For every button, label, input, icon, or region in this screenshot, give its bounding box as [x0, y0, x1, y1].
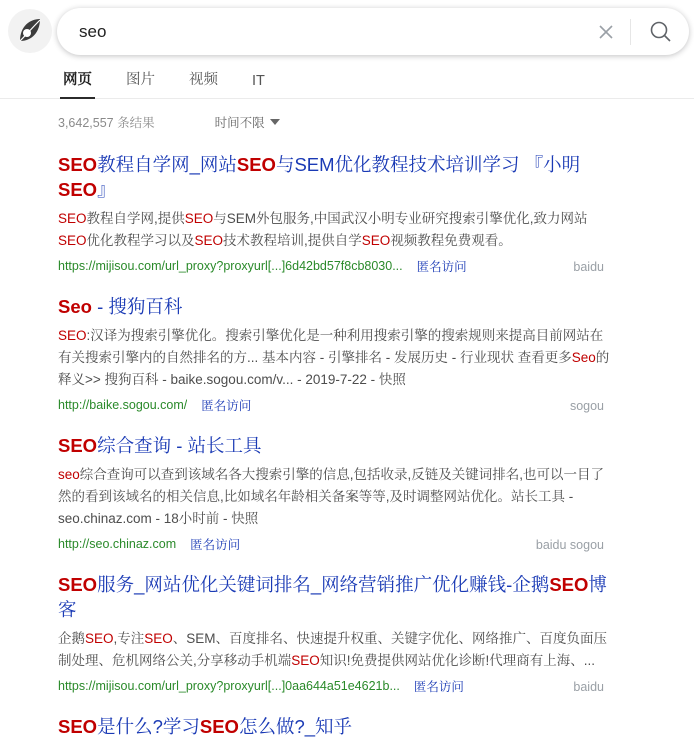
- results-meta: [0, 99, 694, 137]
- result-source: baidu sogou: [535, 538, 604, 552]
- chevron-down-icon: [270, 119, 280, 125]
- result-url[interactable]: https://mijisou.com/url_proxy?proxyurl[...]6d42bd57f8cb8030...: [58, 259, 403, 273]
- tab-it[interactable]: IT: [252, 73, 265, 89]
- result-url[interactable]: http://baike.sogou.com/: [58, 398, 188, 412]
- result-snippet: seo综合查询可以查到该域名各大搜索引擎的信息,包括收录,反链及关键词排名,也可以一目了然的看到该域名的相关信息,比如域名年龄相关备案等等,及时调整网站优化。站长工具 - seo.chinaz.com - 18小时前 - 快照: [58, 467, 605, 526]
- result-source: baidu: [573, 680, 604, 694]
- search-icon: [648, 19, 674, 45]
- result-item: [0, 143, 694, 285]
- result-source: sogou: [569, 399, 604, 413]
- anonymous-visit-link[interactable]: 匿名访问: [201, 399, 252, 413]
- result-item: [0, 563, 694, 705]
- anonymous-visit-link[interactable]: 匿名访问: [413, 680, 464, 694]
- tab-images[interactable]: 图片: [126, 72, 155, 88]
- search-input[interactable]: [57, 22, 584, 42]
- site-logo[interactable]: [8, 9, 52, 53]
- result-snippet: 企鹅SEO,专注SEO、SEM、百度排名、快速提升权重、关键字优化、网络推广、百度负面压制处理、危机网络公关,分享移动手机端SEO知识!免费提供网站优化诊断!代理商有上海、...: [58, 631, 608, 668]
- page-header: [0, 0, 694, 62]
- search-bar[interactable]: [57, 8, 689, 55]
- clear-search-button[interactable]: [584, 10, 628, 54]
- results-list: [0, 137, 694, 755]
- results-count: 3,642,557 条结果: [58, 116, 155, 130]
- result-item: [0, 424, 694, 563]
- result-title[interactable]: SEO服务_网站优化关键词排名_网络营销推广优化赚钱-企鹅SEO博客: [58, 574, 607, 620]
- anonymous-visit-link[interactable]: 匿名访问: [416, 260, 467, 274]
- result-snippet: SEO:汉译为搜索引擎优化。搜索引擎优化是一种利用搜索引擎的搜索规则来提高目前网站在有关搜索引擎内的自然排名的方... 基本内容 - 引擎排名 - 发展历史 - 行业现状 查看更多Seo的释义>> 搜狗百科 - baike.sogou.com/v... - 2019-7-22 - 快照: [58, 328, 610, 387]
- result-title[interactable]: SEO是什么?学习SEO怎么做?_知乎: [58, 716, 353, 737]
- leaf-logo-icon: [13, 14, 47, 48]
- search-divider: [630, 19, 631, 45]
- time-filter-label: 时间不限: [214, 116, 265, 130]
- result-item: [0, 285, 694, 424]
- result-url[interactable]: https://mijisou.com/url_proxy?proxyurl[...]0aa644a51e4621b...: [58, 679, 400, 693]
- result-item: [0, 705, 694, 755]
- time-filter-dropdown[interactable]: [215, 113, 280, 131]
- search-submit-button[interactable]: [633, 8, 689, 55]
- result-title[interactable]: SEO综合查询 - 站长工具: [58, 435, 262, 456]
- result-source: baidu: [573, 260, 604, 274]
- tab-web[interactable]: 网页: [46, 68, 109, 98]
- close-icon: [595, 21, 617, 43]
- result-title[interactable]: Seo - 搜狗百科: [58, 296, 183, 317]
- result-snippet: SEO教程自学网,提供SEO与SEM外包服务,中国武汉小明专业研究搜索引擎优化,致力网站SEO优化教程学习以及SEO技术教程培训,提供自学SEO视频教程免费观看。: [58, 211, 588, 248]
- anonymous-visit-link[interactable]: 匿名访问: [190, 538, 241, 552]
- result-url[interactable]: http://seo.chinaz.com: [58, 537, 177, 551]
- result-title[interactable]: SEO教程自学网_网站SEO与SEM优化教程技术培训学习 『小明SEO』: [58, 154, 581, 200]
- tab-videos[interactable]: 视频: [189, 72, 218, 88]
- search-tabs: [0, 62, 694, 99]
